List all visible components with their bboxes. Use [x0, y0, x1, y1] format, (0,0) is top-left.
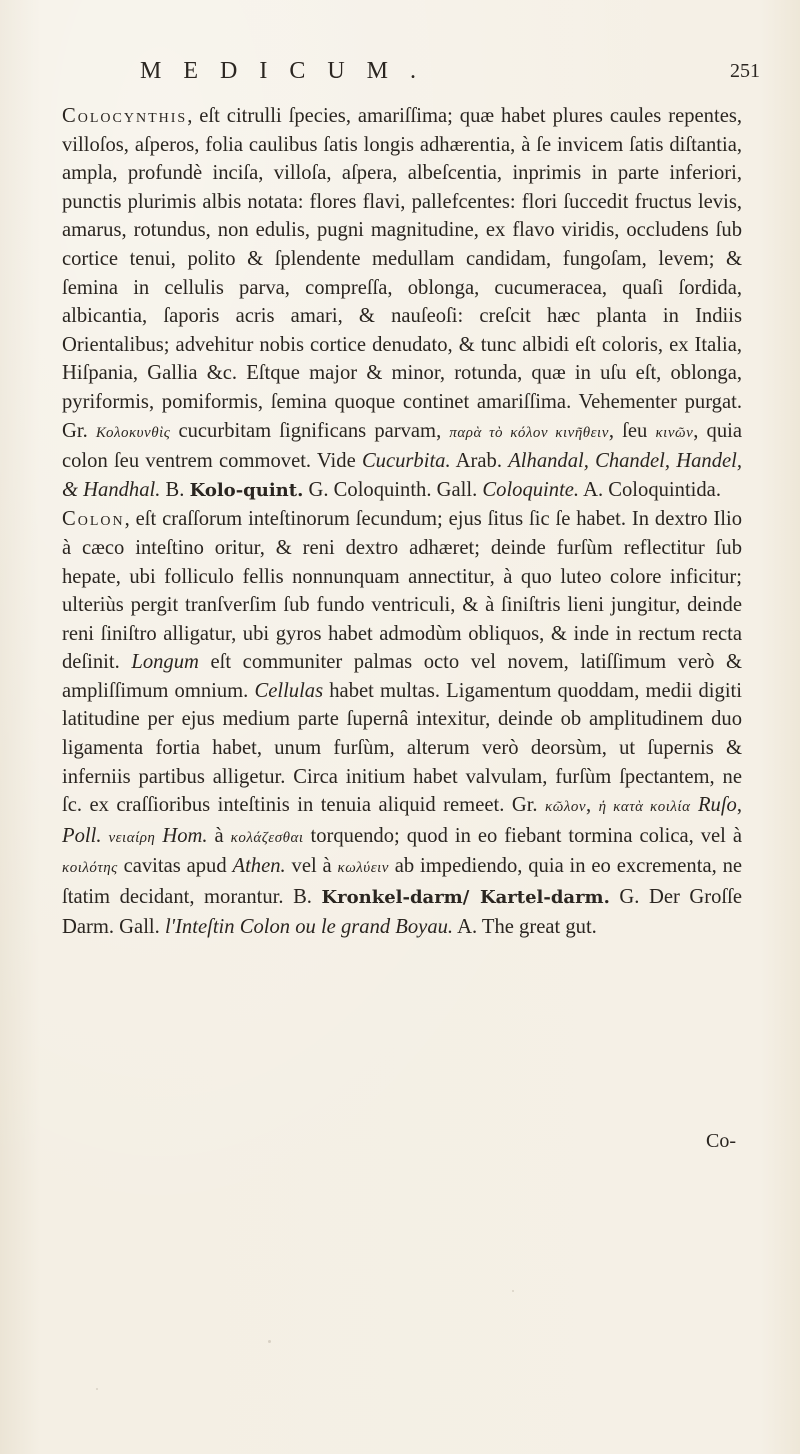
- text-segment: A. The great gut.: [453, 915, 597, 938]
- text-segment: G. Der Groſſe Darm. Gall.: [62, 886, 742, 938]
- text-segment: Longum: [131, 651, 199, 674]
- text-segment: Coloquinte.: [482, 478, 580, 501]
- running-head: MEDICUM.: [140, 58, 439, 84]
- text-segment: ,: [586, 794, 599, 817]
- text-segment: [690, 794, 697, 816]
- catchword: Co-: [706, 1130, 736, 1152]
- text-segment: , eſt craſſorum inteſtinorum ſecundum; ejus ſitus ſic ſe habet. In dextro Ilio à cæco inteſtino oritur, & reni dextro adhæret; deinde furſùm reflectitur ſub hepate, ubi folliculo fellis nonnunquam annectitur, à quo luteo colore inficitur; ulteriùs pergit tranſverſim ſub fundo ventriculi, & à ſiniſtris lieni jungitur, deinde reni ſiniſtro alligatur, ubi gyros habet admodùm obliquos, & inde in rectum recta deſinit.: [62, 508, 742, 674]
- text-segment: Ruſo: [697, 794, 737, 817]
- text-segment: ἡ κατὰ κοιλία: [598, 799, 691, 816]
- text-segment: Athen.: [232, 855, 286, 878]
- text-segment: cavitas apud: [117, 855, 233, 878]
- text-segment: G. Coloquinth. Gall.: [303, 478, 483, 501]
- text-segment: eſt communiter palmas octo vel novem, latiſſimum verò & ampliſſimum omnium.: [62, 651, 742, 702]
- text-column: [62, 102, 742, 941]
- text-segment: Arab.: [450, 450, 509, 473]
- text-segment: à: [207, 824, 231, 847]
- text-segment: Kolo-quint.: [189, 479, 304, 501]
- entry-colocynthis: [62, 102, 742, 505]
- text-segment: Kronkel-darm/ Kartel-darm.: [321, 887, 610, 909]
- text-segment: , quia colon ſeu ventrem commovet. Vide: [62, 419, 742, 473]
- text-segment: παρὰ τὸ κόλον κινῆθειν: [449, 424, 609, 441]
- text-segment: κῶλον: [545, 799, 586, 816]
- text-segment: Colon: [62, 508, 125, 531]
- text-segment: , ſeu: [608, 419, 656, 442]
- text-segment: ,: [736, 794, 742, 817]
- text-segment: Alhandal, Chandel, Handel, & Handhal.: [62, 450, 742, 501]
- paper-speck: [512, 1290, 514, 1292]
- text-segment: κοιλότης: [62, 860, 118, 877]
- text-segment: κινῶν: [655, 424, 694, 441]
- text-segment: Κολοκυνθὶς: [95, 424, 171, 441]
- text-segment: A. Coloquintida.: [579, 478, 721, 501]
- text-segment: torquendo; quod in eo fiebant tormina colica, vel à: [303, 824, 742, 847]
- text-segment: Cucurbita.: [361, 450, 451, 473]
- text-segment: vel à: [285, 855, 338, 878]
- text-segment: habet multas. Ligamentum quoddam, medii digiti latitudine per ejus medium parte ſupernâ intexitur, deinde ob amplitudinem duo ligamenta fortia habet, unum furſùm, alterum verò deorsùm, ut ſupernis & inferniis partibus alligetur. Circa initium habet valvulam, furſùm ſpectantem, ne ſc. ex craſſioribus inteſtinis in tenuia aliquid remeet. Gr.: [62, 679, 742, 817]
- text-segment: , eſt citrulli ſpecies, amariſſima; quæ habet plures caules repentes, villoſos, aſperos, folia caulibus ſatis longis adhærentia, à ſe invicem ſatis diſtantia, ampla, profundè inciſa, villoſa, aſpera, albeſcentia, inprimis in parte inferiori, punctis plurimis albis notata: flores flavi, pallefcentes: flori ſuccedit fructus levis, amarus, rotundus, non edulis, pugni magnitudine, ex flavo viridis, occludens ſub cortice tenui, polito & ſplendente medullam candidam, fungoſam, levem; & ſemina in cellulis parva, compreſſa, oblonga, cucumeracea, quaſi ſordida, albicantia, ſaporis acris amari, & nauſeoſi: creſcit hæc planta in Indiis Orientalibus; advehitur nobis cortice denudato, & tunc albidi eſt coloris, ex Italia, Hiſpania, Gallia &c. Eſtque major & minor, rotunda, quæ in uſu eſt, oblonga, pyriformis, pomiformis, ſemina quoque continet amariſſima. Vehementer purgat. Gr.: [62, 105, 742, 442]
- text-segment: κολάζεσθαι: [230, 829, 304, 846]
- text-segment: Poll.: [62, 824, 102, 847]
- text-segment: νειαίρη: [108, 829, 156, 846]
- paper-speck: [268, 1340, 271, 1343]
- text-segment: κωλύειν: [337, 860, 389, 877]
- text-segment: Hom.: [162, 824, 208, 847]
- text-segment: l'Inteſtin Colon ou le grand Boyau.: [164, 915, 454, 938]
- page-header: [140, 58, 760, 92]
- entry-colon: [62, 505, 742, 941]
- paper-speck: [96, 1388, 98, 1390]
- page-number: 251: [730, 60, 760, 82]
- text-segment: ab impediendo, quia in eo excrementa, ne ſtatim decidant, morantur. B.: [62, 855, 743, 909]
- text-segment: B.: [160, 478, 190, 501]
- text-segment: cucurbitam ſignificans parvam,: [170, 419, 450, 442]
- text-segment: Colocynthis: [62, 105, 188, 127]
- text-segment: Cellulas: [254, 679, 324, 702]
